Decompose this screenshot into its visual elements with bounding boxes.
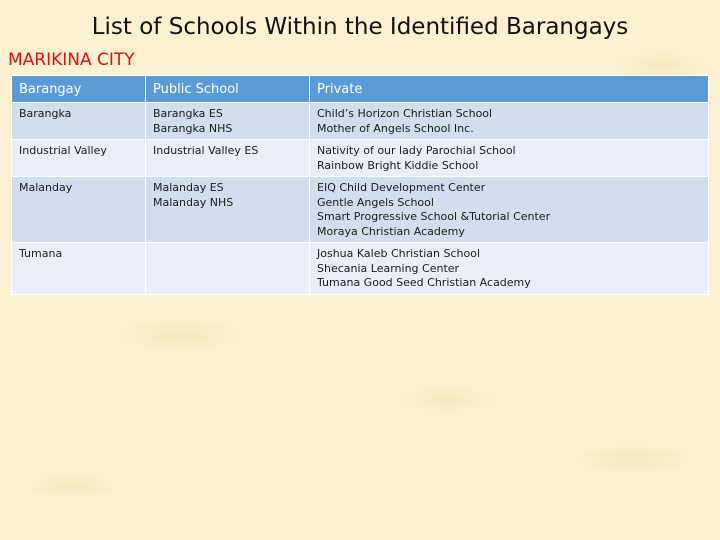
city-heading: MARIKINA CITY — [8, 50, 135, 70]
cell-barangay — [12, 103, 146, 140]
table-row — [12, 103, 709, 140]
cell-public — [146, 140, 310, 177]
private-school: Tumana Good Seed Christian Academy — [317, 276, 531, 289]
table-row — [12, 140, 709, 177]
private-school: Smart Progressive School &Tutorial Center — [317, 210, 551, 223]
page-title: List of Schools Within the Identified Barangays — [91, 14, 629, 40]
private-school: EIQ Child Development Center — [317, 181, 486, 194]
cell-barangay — [12, 177, 146, 243]
cell-barangay — [12, 140, 146, 177]
private-school: Shecania Learning Center — [317, 261, 460, 275]
public-school: Industrial Valley ES — [153, 144, 259, 157]
private-school: Joshua Kaleb Christian School — [317, 247, 481, 260]
header-public-school: Public School — [146, 76, 310, 103]
barangay-name: Tumana — [19, 247, 63, 260]
table-row — [12, 177, 709, 243]
private-school: Nativity of our lady Parochial School — [317, 144, 516, 157]
cell-barangay — [12, 243, 146, 295]
public-school: Barangka NHS — [153, 121, 233, 135]
table-header-row — [12, 76, 709, 103]
private-school: Rainbow Bright Kiddie School — [317, 158, 479, 172]
barangay-name: Malanday — [19, 181, 73, 194]
cell-private — [310, 243, 709, 295]
header-barangay: Barangay — [12, 76, 146, 103]
private-school: Mother of Angels School Inc. — [317, 121, 474, 135]
public-school: Malanday NHS — [153, 195, 234, 209]
barangay-name: Industrial Valley — [19, 144, 107, 157]
schools-table — [11, 75, 709, 295]
cell-public — [146, 177, 310, 243]
barangay-name: Barangka — [19, 107, 72, 120]
cell-public — [146, 103, 310, 140]
private-school: Gentle Angels School — [317, 195, 434, 209]
cell-public — [146, 243, 310, 295]
private-school: Moraya Christian Academy — [317, 224, 465, 238]
table-row — [12, 243, 709, 295]
private-school: Child’s Horizon Christian School — [317, 107, 493, 120]
cell-private — [310, 103, 709, 140]
public-school: Malanday ES — [153, 181, 224, 194]
cell-private — [310, 140, 709, 177]
cell-private — [310, 177, 709, 243]
header-private: Private — [310, 76, 709, 103]
public-school: Barangka ES — [153, 107, 223, 120]
